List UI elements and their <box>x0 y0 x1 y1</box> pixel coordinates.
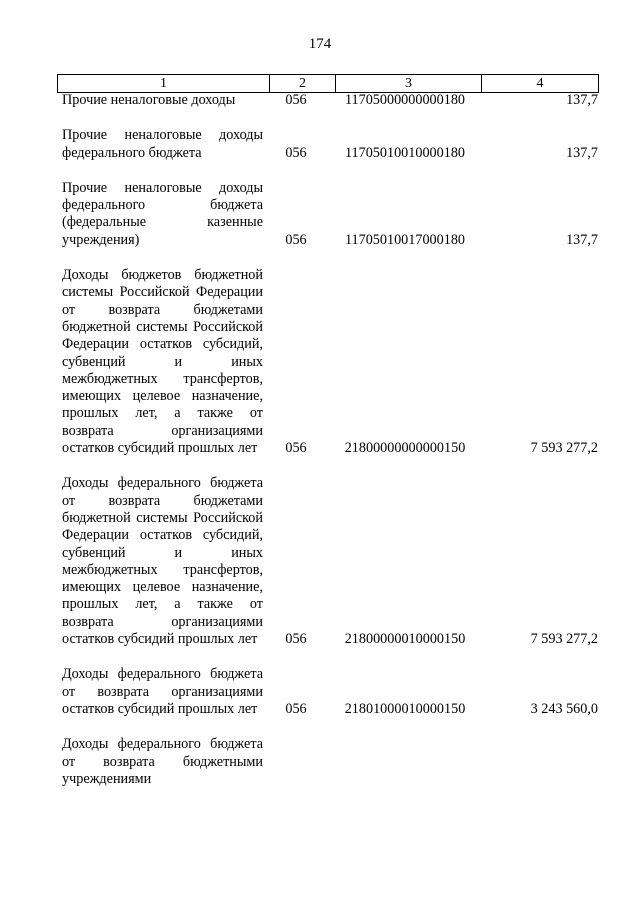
row-amount: 137,7 <box>566 92 598 108</box>
row-code: 056 <box>285 144 307 161</box>
table-row <box>57 736 598 788</box>
row-name: Доходы федерального бюджета от возврата бюджетными учреждениями <box>62 736 263 787</box>
row-kbk: 21801000010000150 <box>344 700 466 717</box>
row-amount: 137,7 <box>566 231 598 248</box>
row-code: 056 <box>285 231 307 248</box>
row-name: Доходы федерального бюджета от возврата бюджетами бюджетной системы Российской Федерации остатков субсидий, субвенций и иных межбюджетных трансфертов, имеющих целевое назначение, прошлых лет, а также от возврата организациями остатков субсидий прошлых лет <box>62 475 263 648</box>
table-row <box>57 475 598 648</box>
row-kbk: 11705000000000180 <box>344 92 466 108</box>
row-name: Доходы федерального бюджета от возврата организациями остатков субсидий прошлых лет <box>62 666 263 717</box>
row-amount: 7 593 277,2 <box>530 440 598 457</box>
table-row <box>57 127 598 162</box>
table-header <box>57 74 599 93</box>
row-amount: 7 593 277,2 <box>530 631 598 648</box>
header-row <box>58 75 599 93</box>
table-body <box>57 92 598 788</box>
row-kbk: 21800000000000150 <box>344 440 466 457</box>
row-code: 056 <box>285 440 307 457</box>
row-kbk: 11705010010000180 <box>344 144 466 161</box>
row-name: Прочие неналоговые доходы федерального бюджета (федеральные казенные учреждения) <box>62 179 263 248</box>
row-code: 056 <box>285 700 307 717</box>
row-amount: 137,7 <box>566 144 598 161</box>
row-code: 056 <box>285 631 307 648</box>
page-number: 174 <box>308 36 332 52</box>
row-name: Прочие неналоговые доходы федерального бюджета <box>62 127 263 161</box>
row-kbk: 21800000010000150 <box>344 631 466 648</box>
row-name: Доходы бюджетов бюджетной системы Российской Федерации от возврата бюджетами бюджетной системы Российской Федерации остатков субсидий, субвенций и иных межбюджетных трансфертов, имеющих целевое назначение, прошлых лет, а также от возврата организациями остатков субсидий прошлых лет <box>62 267 263 457</box>
table-row <box>57 666 598 718</box>
header-col-3: 3 <box>336 75 482 93</box>
header-col-1: 1 <box>58 75 270 93</box>
table-row <box>57 267 598 457</box>
row-kbk: 11705010017000180 <box>344 231 466 248</box>
header-col-4: 4 <box>482 75 599 93</box>
header-col-2: 2 <box>270 75 336 93</box>
row-code: 056 <box>285 92 307 108</box>
row-amount: 3 243 560,0 <box>530 700 598 717</box>
table-row <box>57 180 598 249</box>
table-row <box>57 92 598 109</box>
row-name: Прочие неналоговые доходы <box>62 92 236 108</box>
